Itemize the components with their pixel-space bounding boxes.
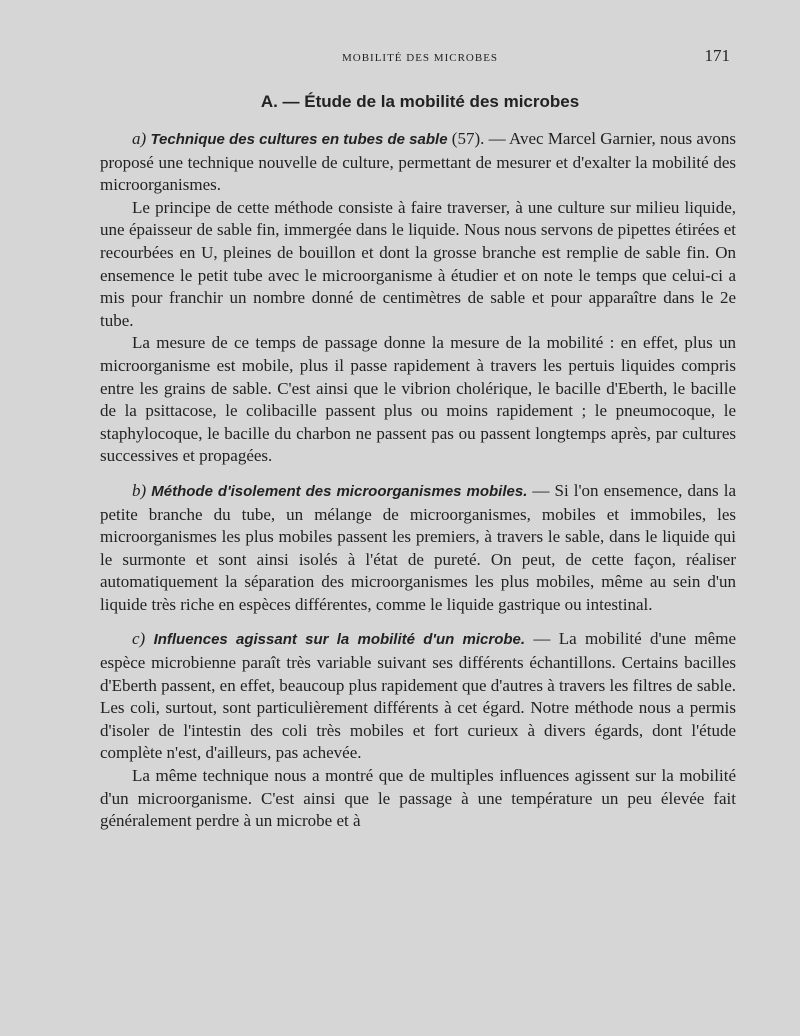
paragraph-text: Le principe de cette méthode consiste à faire traverser, à une culture sur milieu liquide, une épaisseur de sable fin, immergée dans le liquide. Nous nous servons de pipettes étirées et recourbées en U, pleines de bouillon et dont la grosse branche est remplie de sable fin. On ensemence le petit tube avec le microorganisme à étudier et on note le temps que celui-ci a mis pour franchir un nombre donné de centimètres de sable et pour apparaître dans le 2e tube. bbox=[100, 197, 736, 330]
paragraph-heading: Influences agissant sur la mobilité d'un microbe. bbox=[153, 631, 526, 649]
running-head bbox=[100, 46, 740, 70]
paragraph-mesure bbox=[100, 332, 736, 468]
paragraph-isolement bbox=[100, 480, 736, 617]
paragraph-text: (57). — Avec Marcel Garnier, nous avons proposé une technique nouvelle de culture, permettant de mesurer et d'exalter la mobilité des microorganismes. bbox=[100, 129, 736, 195]
paragraph-label: c) bbox=[132, 629, 146, 649]
paragraph-text: — La mobilité d'une même espèce microbienne paraît très variable suivant ses différents échantillons. Certains bacilles d'Eberth passent, en effet, beaucoup plus rapidement que d'autres à travers les filtres de sable. Les coli, surtout, sont particulièrement différents à cet égard. Notre méthode nous a permis d'isoler de l'intestin des coli très mobiles et fort curieux à divers égards, dont l'étude complète n'est, d'ailleurs, pas achevée. bbox=[100, 629, 737, 763]
running-title: MOBILITÉ DES MICROBES bbox=[341, 52, 499, 64]
section-title: A. — Étude de la mobilité des microbes bbox=[260, 92, 580, 111]
paragraph-text: — Si l'on ensemence, dans la petite branche du tube, un mélange de microorganismes, mobiles et immobiles, les microorganismes les plus mobiles passent les premiers, à travers le sable, dans le liquide qui le surmonte et sont ainsi isolés à l'état de pureté. On peut, de cette façon, réaliser automatiquement la séparation des microorganismes les plus mobiles, même au sein d'un liquide très riche en espèces différentes, comme le liquide gastrique ou intestinal. bbox=[100, 480, 736, 614]
paragraph-text: La mesure de ce temps de passage donne la mesure de la mobilité : en effet, plus un microorganisme est mobile, plus il passe rapidement à travers les pertuis liquides compris entre les grains de sable. C'est ainsi que le vibrion cholérique, le bacille d'Eberth, le bacille de la psittacose, le colibacille passent plus ou moins rapidement ; le pneumocoque, le staphylocoque, le bacille du charbon ne passent pas ou passent longtemps après, par cultures successives et propagées. bbox=[100, 333, 736, 466]
paragraph-principe bbox=[100, 197, 736, 333]
paragraph-heading: Technique des cultures en tubes de sable bbox=[150, 131, 448, 148]
paragraph-label: a) bbox=[132, 129, 147, 148]
paragraph-influences bbox=[100, 628, 736, 765]
body-text bbox=[100, 128, 736, 833]
paragraph-technique bbox=[100, 128, 736, 197]
paragraph-technique-suite bbox=[100, 765, 736, 833]
paragraph-text: La même technique nous a montré que de multiples influences agissent sur la mobilité d'un microorganisme. C'est ainsi que le passage à une température un peu élevée fait généralement perdre à un microbe et à bbox=[100, 766, 736, 831]
page-number: 171 bbox=[704, 46, 730, 65]
paragraph-label: b) bbox=[132, 480, 147, 500]
paragraph-heading: Méthode d'isolement des microorganismes mobiles. bbox=[151, 482, 528, 500]
